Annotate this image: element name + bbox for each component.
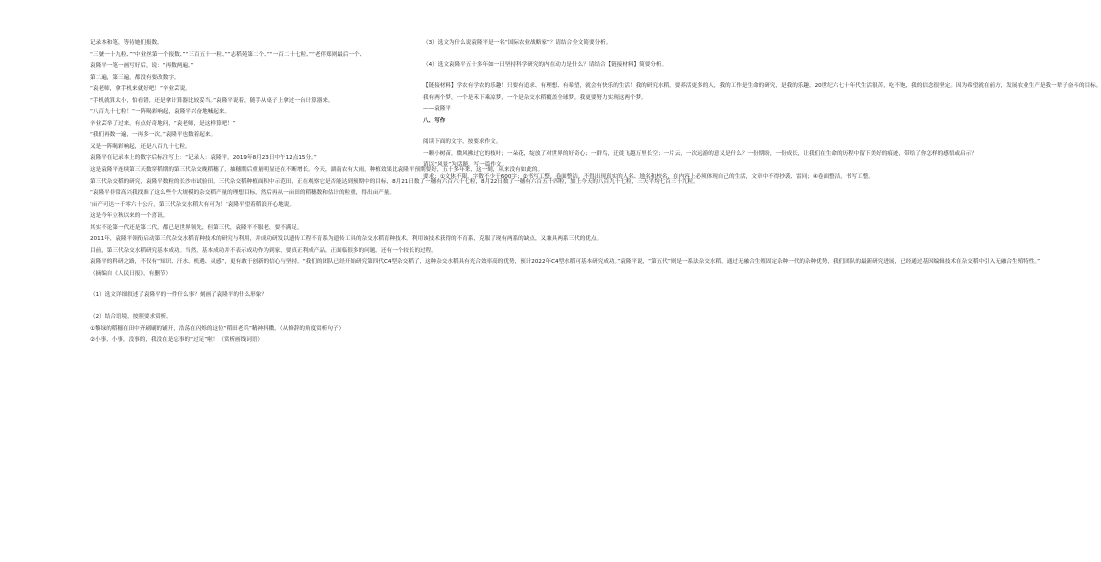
passage-paragraph: 这是今年立秋以来的一个喜讯。	[90, 213, 169, 220]
spacer	[423, 71, 715, 81]
right-paragraph: 请以“风景”为话题，写一篇作文。	[423, 162, 508, 169]
passage-paragraph: “手机就算太小，怕看错，还是拿计算器比较妥当。”袁隆平说着，随手从桌子上拿过一台计算器来。	[90, 97, 334, 104]
right-paragraph: 阅读下面的文字，按要求作文。	[423, 139, 502, 146]
question-2-b: ②小事，小事，没事的，我没在是忘事的“过足”啦！（赏析画线词语）	[90, 337, 264, 344]
right-paragraph: 【链接材料】学农有学农的乐趣！只要有追求、有理想、有希望，就会有快乐的生活！我的研究水稻，要养活更多的人，我的工作是生命的研究，是我的乐趣。20世纪六七十年代生活很苦，吃不饱，我的信念很坚定。因为希望就在前方，发展农业生产是我一辈子奋斗的目标。	[423, 83, 1101, 90]
passage-paragraph: （摘编自《人民日报》，有删节）	[90, 270, 172, 277]
passage-paragraph: ‘亩产可达一千零六十公斤，第三代杂交水稻大有可为！’袁隆平望着稻浪开心地说。	[90, 201, 295, 208]
question-2-intro: （2）结合语境，按照要求赏析。	[90, 314, 172, 321]
right-paragraph: 我有两个梦，一个是禾下乘凉梦，一个是杂交水稻覆盖全球梦，我更要努力实现这两个梦。	[423, 94, 647, 101]
passage-paragraph: 袁隆平一笔一画写好后，说：“再数两遍。”	[90, 63, 194, 70]
right-paragraph: 一颗小树苗，微风拂过它的枝叶；一朵花，绽放了对世界的好奇心；一群鸟，迁徙飞越万里长空；一片云，一次远游的意义是什么？一份期盼，一份成长，让我们在生命的历程中留下美好的痕迹，带给了你怎样的感悟或启示？	[423, 150, 977, 157]
spacer	[90, 302, 408, 312]
right-column	[423, 38, 1101, 183]
passage-paragraph: 目前，第三代杂交水稻研究基本成功。当然，基本成功并不表示成功作为到家，要真正利成产品，正面临很多的问题。还有一个较长的过程。	[90, 247, 437, 254]
spacer	[423, 50, 715, 60]
passage-paragraph: 又是一阵喝彩响起，还是八百九十七粒。	[90, 143, 191, 150]
passage-paragraph: 袁隆平的科研之路，不仅有“知识、汗水、机遇、灵感”，更有敢于创新的信心与坚持。“我们的团队已经开始研究第四代C4型杂交稻了，这种杂交水稻具有光合效率高的优势，预计2022年C4型水稻可基本研究成功。”袁隆平说，“第五代”则是一系法杂交水稻，通过无融合生殖固定杂种一代的杂种优势，我们团队的最新研究进展，已经通过基因编辑技术在杂交稻中引入无融合生殖特性。”	[90, 259, 1041, 266]
passage-paragraph: 第二遍，第三遍，都没有要改数字。	[90, 74, 180, 81]
right-paragraph: ——袁隆平	[423, 106, 451, 113]
passage-paragraph: 这是袁隆平连续第三天数穿稻期的第三代杂交晚稻穗了，抽穗期后重量明显还在不断增长。今天，湖南农有大雨，种植效果比袁隆平预期要好，五十多年来，这一刻，从来没有如此的。	[90, 167, 544, 174]
passage-paragraph: “三號一十九粒、”“中业丝第一个报数、”“三百五十一粒、”“志稻苑第二个、”“一百二十七粒、”“老伴郑则最后一个、	[90, 51, 366, 58]
right-paragraph: 要求：①文体不限，字数不少于600字；②书写工整，卷面整洁。不得出现真实的人名、地名和校名，在内容上必须体现自己的生活，文章中不得抄袭、雷同；④卷面整洁，书写工整。	[423, 173, 874, 180]
spacer	[423, 127, 715, 137]
passage-paragraph: “我们再数一遍，一再多一次。”袁隆平也数着起来。	[90, 132, 217, 139]
passage-paragraph: 2011年，袁隆平领衔启动第三代杂交水稻育种技术的研究与利用，并成功研发以遗传工程不育系为遗传工具的杂交水稻育种技术。利用该技术获得的不育系，克服了现有两系的缺点，又兼具两系三代的优点。	[90, 236, 603, 243]
passage-paragraph: 记录本和笔，等待她们报数。	[90, 40, 163, 46]
question-1: （1）选文详细叙述了袁隆平的一件什么事？刻画了袁隆平的什么形象？	[90, 292, 267, 299]
passage-paragraph: 袁隆平在记录本上的数字后标注写上：“记录人：袁隆平，2019年8月23日中午12点15分。”	[90, 155, 317, 162]
spacer	[90, 280, 408, 290]
passage-paragraph: 第三代杂交稻的研究，袁隆平数粒的长沙市试验田，三代杂交稻种植面积中示范田，正在观察它是否能达到预期中的目标，8月21日数了一穗有六百六十七粒，8月22日数了一穗有六百五十四粒，加上今天的八百九十七粒，三天平均七百三十九粒。	[90, 178, 699, 185]
right-paragraph: （3）选文为什么说袁隆平是一名“国际农业战略家”？请结合全文简要分析。	[423, 40, 612, 46]
passage-paragraph: 辛业芸举了过来，有点好奇地问，“袁老师，是这样算吧！”	[90, 120, 236, 127]
passage-paragraph: “八百九十七粒！”一阵喝彩响起，袁隆平兴奋地喊起来。	[90, 109, 231, 116]
passage-paragraph: “袁老师，拿手机来就好吧！”辛业芸说。	[90, 86, 191, 93]
section-heading: 八、写作	[423, 117, 446, 124]
right-paragraph: （4）选文袁隆平五十多年如一日坚持科学研究的内在动力是什么？请结合【链接材料】简要分析。	[423, 61, 668, 68]
passage-paragraph: 其实不论第一代还是第二代，都已是世界领先，但第三代，袁隆平不服老，要不满足。	[90, 224, 303, 231]
passage-paragraph: “袁隆平非常高兴我找准了这么些个大规模的杂交稻产量的理想目标，然后再从一亩田的稻穗数和估计的粒重，得出亩产量。	[90, 190, 395, 197]
question-2-a: ①黎绿的稻穗在田中齐刷刷的铺开，浩荡在闪烁的这位“稻田老兵”精神抖擞。（从修辞的角度赏析句子）	[90, 325, 345, 332]
